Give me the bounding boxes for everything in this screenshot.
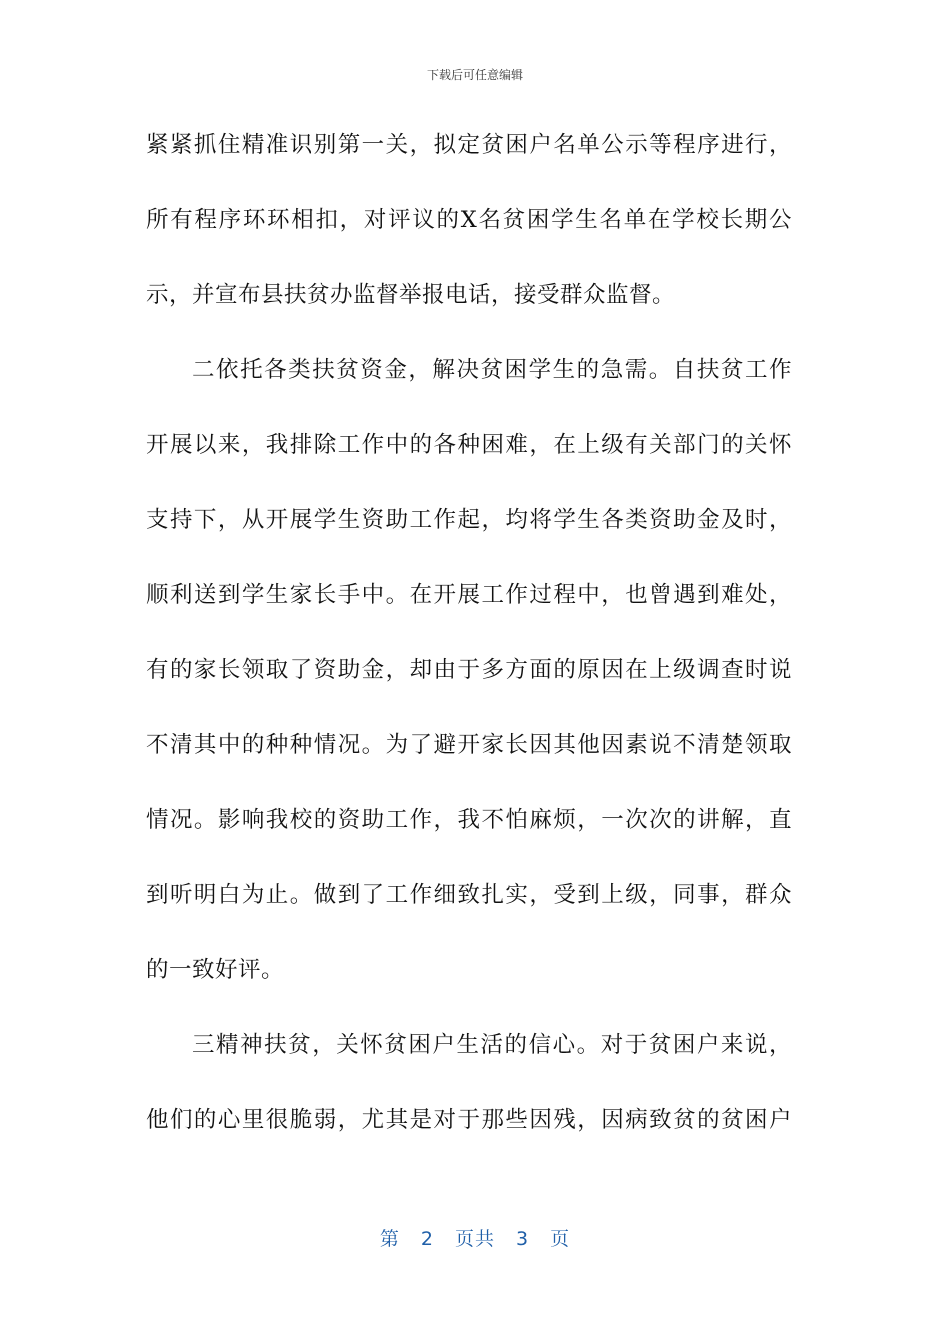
page-number-footer: 第 2 页共 3 页	[379, 1228, 571, 1250]
text-line: 支持下，从开展学生资助工作起，均将学生各类资助金及时，	[146, 507, 792, 533]
text-line: 的一致好评。	[146, 957, 285, 983]
text-line: 到听明白为止。做到了工作细致扎实，受到上级，同事，群众	[146, 882, 792, 908]
text-line: 有的家长领取了资助金，却由于多方面的原因在上级调查时说	[146, 657, 792, 683]
header-note: 下载后可任意编辑	[426, 68, 523, 82]
text-line: 不清其中的种种情况。为了避开家长因其他因素说不清楚领取	[146, 732, 792, 758]
text-line: 示，并宣布县扶贫办监督举报电话，接受群众监督。	[146, 282, 676, 308]
text-line: 三精神扶贫，关怀贫困户生活的信心。对于贫困户来说，	[192, 1032, 792, 1058]
text-line: 他们的心里很脆弱，尤其是对于那些因残，因病致贫的贫困户	[146, 1107, 792, 1133]
text-line: 顺利送到学生家长手中。在开展工作过程中，也曾遇到难处，	[146, 582, 792, 608]
text-line: 所有程序环环相扣，对评议的X名贫困学生名单在学校长期公	[146, 207, 792, 233]
text-line: 情况。影响我校的资助工作，我不怕麻烦，一次次的讲解，直	[146, 807, 792, 833]
text-line: 紧紧抓住精准识别第一关，拟定贫困户名单公示等程序进行，	[146, 132, 792, 158]
text-line: 二依托各类扶贫资金，解决贫困学生的急需。自扶贫工作	[192, 357, 792, 383]
document-body	[146, 122, 792, 1172]
text-line: 开展以来，我排除工作中的各种困难，在上级有关部门的关怀	[146, 432, 792, 458]
